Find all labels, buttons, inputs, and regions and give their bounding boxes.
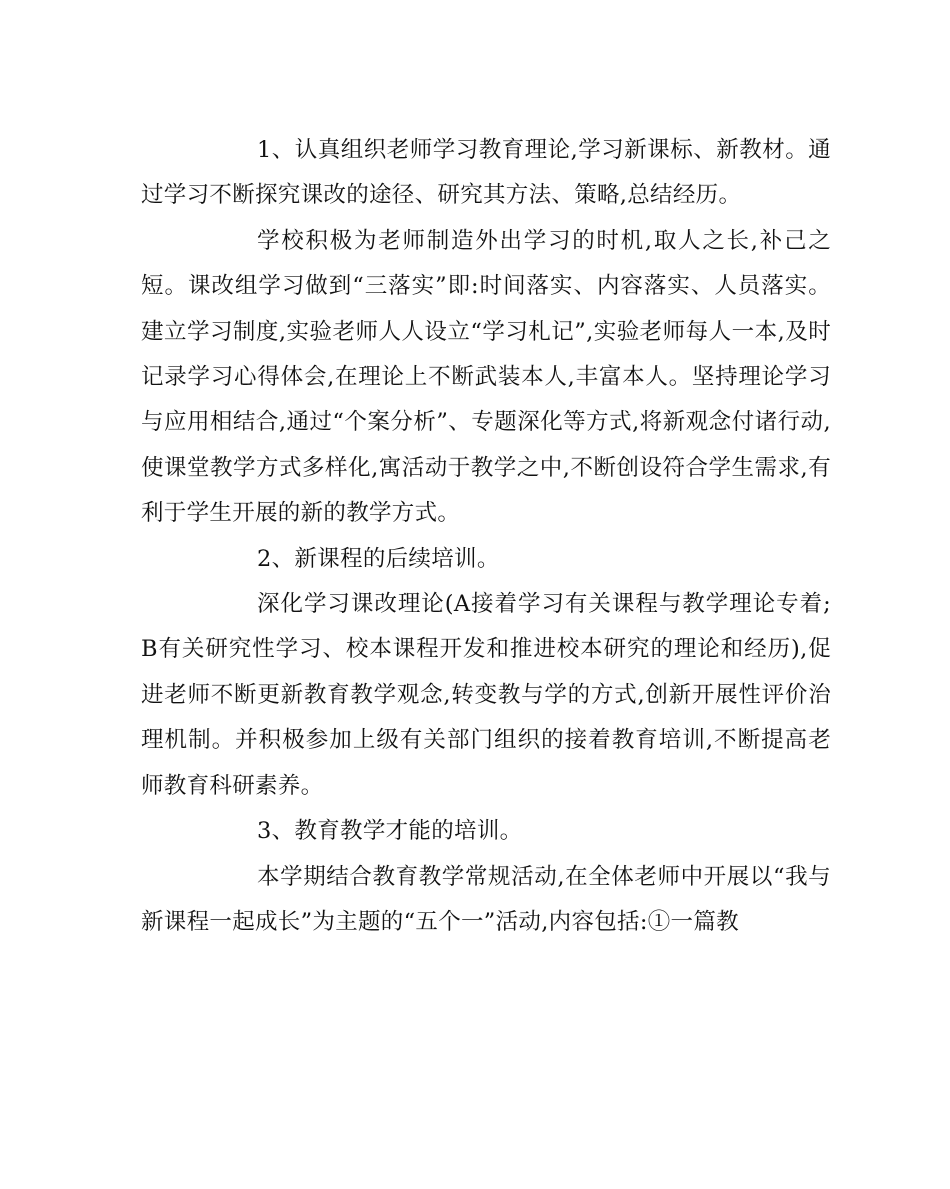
paragraph-item-2-heading: 2、新课程的后续培训。 [257, 545, 500, 572]
paragraph-curriculum-theory: 深化学习课改理论(A接着学习有关课程与教学理论专着;B有关研究性学习、校本课程开发和推进校本研究的理论和经历),促进老师不断更新教育教学观念,转变教与学的方式,创新开展性评价治理机制。并积极参加上级有关部门组织的接着教育培训,不断提高老师教育科研素养。 [141, 591, 831, 799]
paragraph-item-1-heading: 1、认真组织老师学习教育理论,学习新课标、新教材。通过学习不断探究课改的途径、研究其方法、策略,总结经历。 [141, 137, 831, 209]
paragraph-five-ones-activity: 本学期结合教育教学常规活动,在全体老师中开展以“我与新课程一起成长”为主题的“五个一”活动,内容包括:①一篇教 [141, 863, 831, 935]
paragraph-study-practice: 学校积极为老师制造外出学习的时机,取人之长,补己之短。课改组学习做到“三落实”即:时间落实、内容落实、人员落实。建立学习制度,实验老师人人设立“学习札记”,实验老师每人一本,及时记录学习心得体会,在理论上不断武装本人,丰富本人。坚持理论学习与应用相结合,通过“个案分析”、专题深化等方式,将新观念付诸行动,使课堂教学方式多样化,寓活动于教学之中,不断创设符合学生需求,有利于学生开展的新的教学方式。 [141, 227, 831, 527]
paragraph-item-3-heading: 3、教育教学才能的培训。 [257, 818, 523, 845]
document-body [141, 128, 831, 945]
